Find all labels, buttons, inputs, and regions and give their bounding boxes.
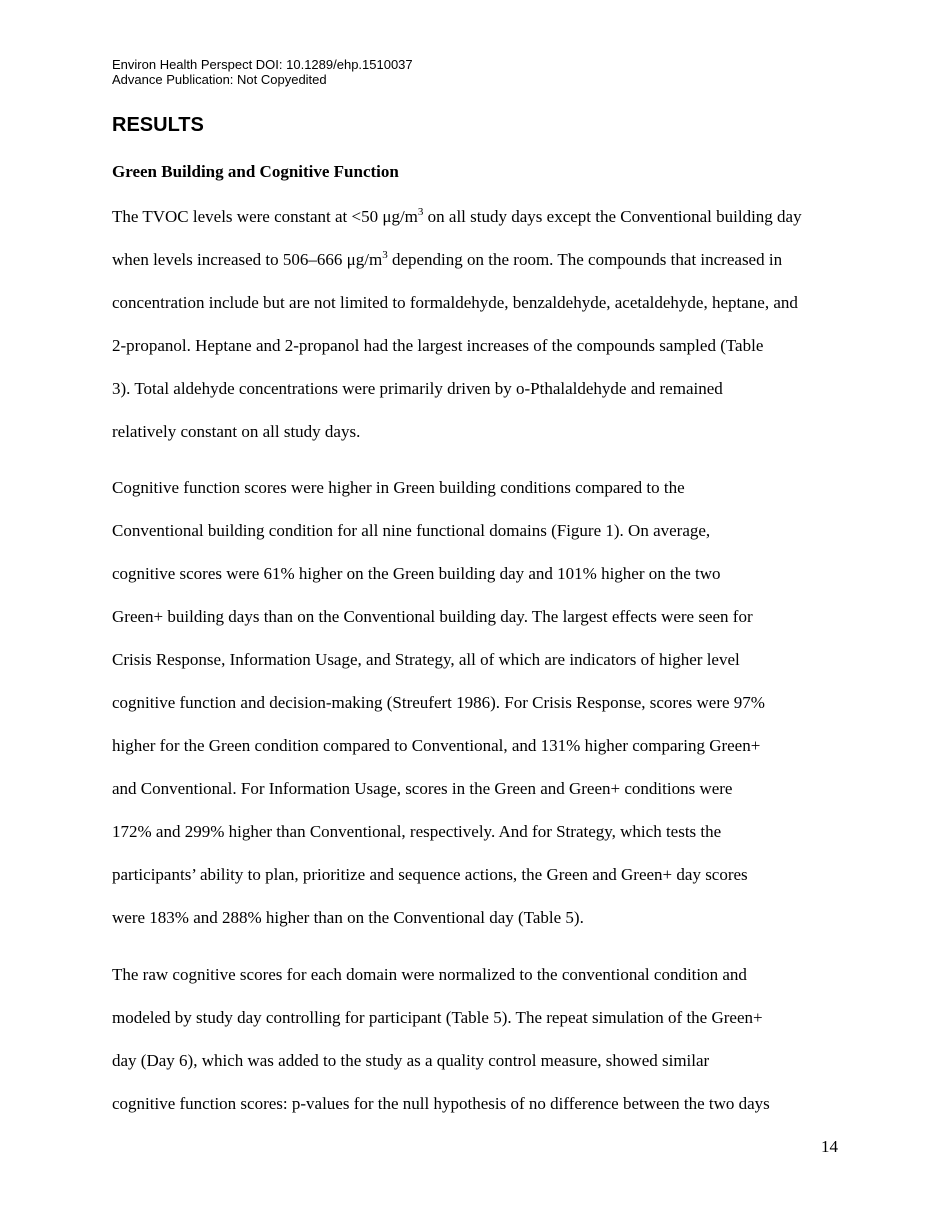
- paragraph-line: 3). Total aldehyde concentrations were primarily driven by o-Pthalaldehyde and remained: [112, 379, 723, 398]
- paragraph-line: day (Day 6), which was added to the study as a quality control measure, showed similar: [112, 1051, 710, 1070]
- paragraph-line: were 183% and 288% higher than on the Conventional day (Table 5).: [112, 908, 584, 927]
- paragraph-line: concentration include but are not limited to formaldehyde, benzaldehyde, acetaldehyde, heptane, and: [112, 293, 798, 312]
- paragraph-line: cognitive function and decision-making (Streufert 1986). For Crisis Response, scores were 97%: [112, 693, 765, 712]
- section-title: RESULTS: [112, 114, 204, 136]
- paragraph-tvoc-levels: [112, 195, 852, 453]
- paragraph-line: 172% and 299% higher than Conventional, respectively. And for Strategy, which tests the: [112, 822, 722, 841]
- paragraph-line: Green+ building days than on the Conventional building day. The largest effects were seen for: [112, 607, 753, 626]
- paragraph-line: higher for the Green condition compared to Conventional, and 131% higher comparing Green+: [112, 736, 761, 755]
- running-header: [112, 57, 413, 87]
- page-number: 14: [821, 1137, 838, 1156]
- paragraph-line: cognitive scores were 61% higher on the Green building day and 101% higher on the two: [112, 564, 721, 583]
- paragraph-line: participants’ ability to plan, prioritize and sequence actions, the Green and Green+ day scores: [112, 865, 748, 884]
- paragraph-line: Conventional building condition for all nine functional domains (Figure 1). On average,: [112, 521, 711, 540]
- paragraph-line: and Conventional. For Information Usage, scores in the Green and Green+ conditions were: [112, 779, 733, 798]
- paragraph-line: 2-propanol. Heptane and 2-propanol had the largest increases of the compounds sampled (Table: [112, 336, 764, 355]
- paragraph-line: Crisis Response, Information Usage, and Strategy, all of which are indicators of higher level: [112, 650, 740, 669]
- paragraph-normalized-scores: [112, 953, 852, 1125]
- paragraph-line: relatively constant on all study days.: [112, 422, 361, 441]
- paragraph-cognitive-scores: [112, 466, 852, 939]
- paragraph-line: Cognitive function scores were higher in Green building conditions compared to the: [112, 478, 685, 497]
- journal-doi-line: Environ Health Perspect DOI: 10.1289/ehp.1510037: [112, 57, 413, 72]
- paragraph-line: The raw cognitive scores for each domain were normalized to the conventional condition and: [112, 965, 747, 984]
- paragraph-line: modeled by study day controlling for participant (Table 5). The repeat simulation of the Green+: [112, 1008, 763, 1027]
- publication-status-line: Advance Publication: Not Copyedited: [112, 72, 327, 87]
- paragraph-line: when levels increased to 506–666 $\mu g/m^3$ depending on the room. The compounds that increased in: [112, 249, 783, 269]
- subsection-title: Green Building and Cognitive Function: [112, 162, 399, 181]
- paragraph-line: cognitive function scores: p-values for the null hypothesis of no difference between the two days: [112, 1094, 770, 1113]
- paragraph-line: The TVOC levels were constant at <50 $\mu g/m^3$ on all study days except the Conventional building day: [112, 206, 802, 226]
